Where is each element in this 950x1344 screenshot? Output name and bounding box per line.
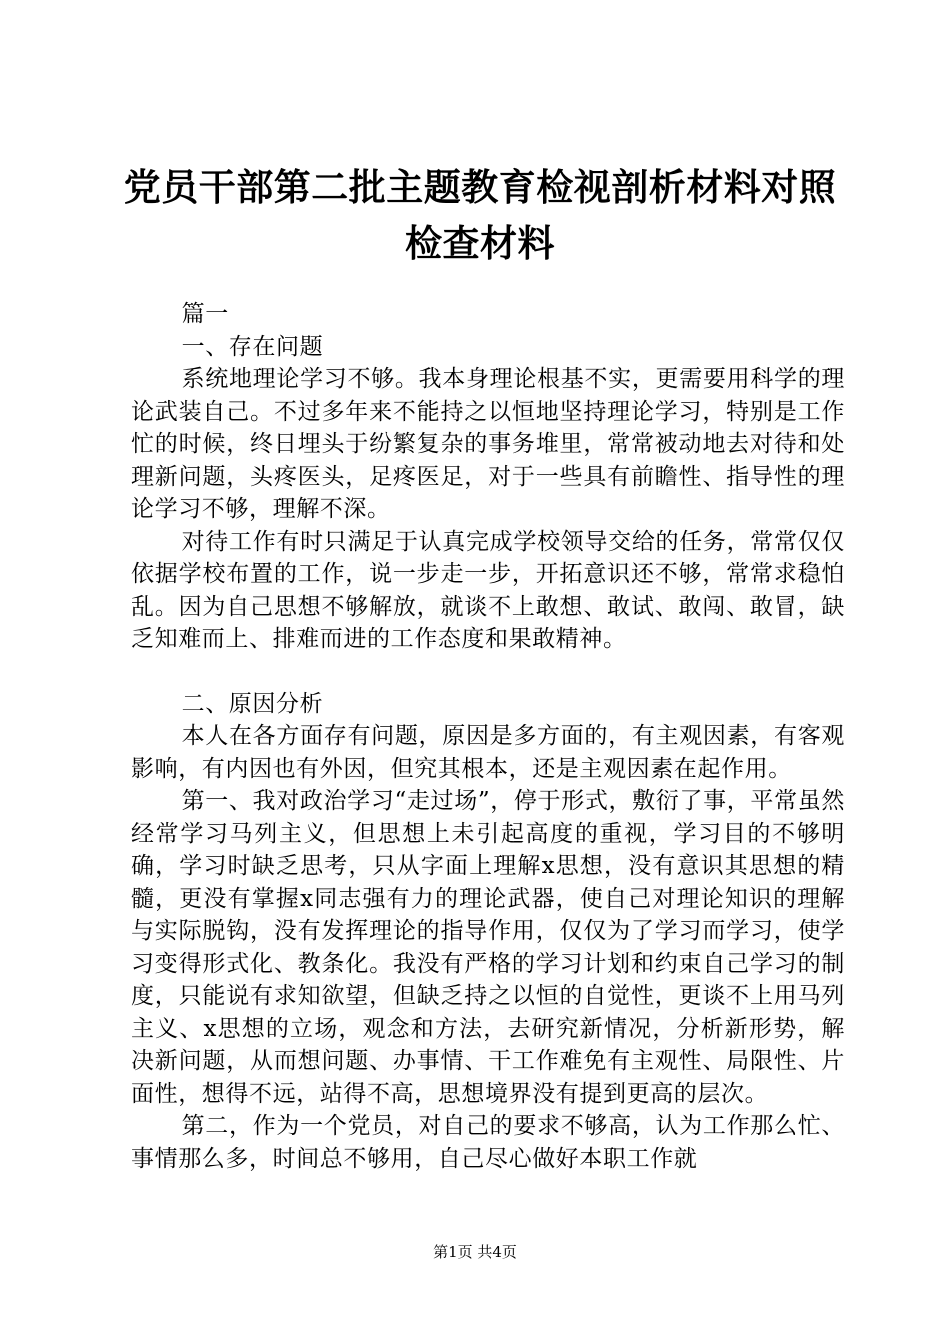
section-heading: 二、原因分析 [181,690,324,717]
body-paragraph: 系统地理论学习不够。我本身理论根基不实，更需要用科学的理论武装自己。不过多年来不能持之以恒地坚持理论学习，特别是工作忙的时候，终日埋头于纷繁复杂的事务堆里，常常被动地去对待和处理新问题，头疼医头，足疼医足，对于一些具有前瞻性、指导性的理论学习不够，理解不深。 [131,366,845,522]
page-footer: 第1页 共4页 [433,1243,517,1261]
body-paragraph: 第二，作为一个党员，对自己的要求不够高，认为工作那么忙、事情那么多，时间总不够用，自己尽心做好本职工作就 [131,1113,845,1172]
body-paragraph: 对待工作有时只满足于认真完成学校领导交给的任务，常常仅仅依据学校布置的工作，说一步走一步，开拓意识还不够，常常求稳怕乱。因为自己思想不够解放，就谈不上敢想、敢试、敢闯、敢冒，缺乏知难而上、排难而进的工作态度和果敢精神。 [131,528,845,652]
section-heading: 一、存在问题 [181,333,324,360]
document-title: 党员干部第二批主题教育检视剖析材料对照检查材料 [123,166,837,265]
body-paragraph: 本人在各方面存有问题，原因是多方面的，有主观因素，有客观影响，有内因也有外因，但究其根本，还是主观因素在起作用。 [131,723,845,782]
section-label: 篇一 [181,301,229,327]
document-body [131,298,845,1175]
body-paragraph: 第一、我对政治学习“走过场”，停于形式，敷衍了事，平常虽然经常学习马列主义，但思想上未引起高度的重视，学习目的不够明确，学习时缺乏思考，只从字面上理解x思想，没有意识其思想的精髓，更没有掌握x同志强有力的理论武器，使自己对理论知识的理解与实际脱钩，没有发挥理论的指导作用，仅仅为了学习而学习，使学习变得形式化、教条化。我没有严格的学习计划和约束自己学习的制度，只能说有求知欲望，但缺乏持之以恒的自觉性，更谈不上用马列主义、x思想的立场，观念和方法，去研究新情况，分析新形势，解决新问题，从而想问题、办事情、干工作难免有主观性、局限性、片面性，想得不远，站得不高，思想境界没有提到更高的层次。 [131,788,845,1107]
